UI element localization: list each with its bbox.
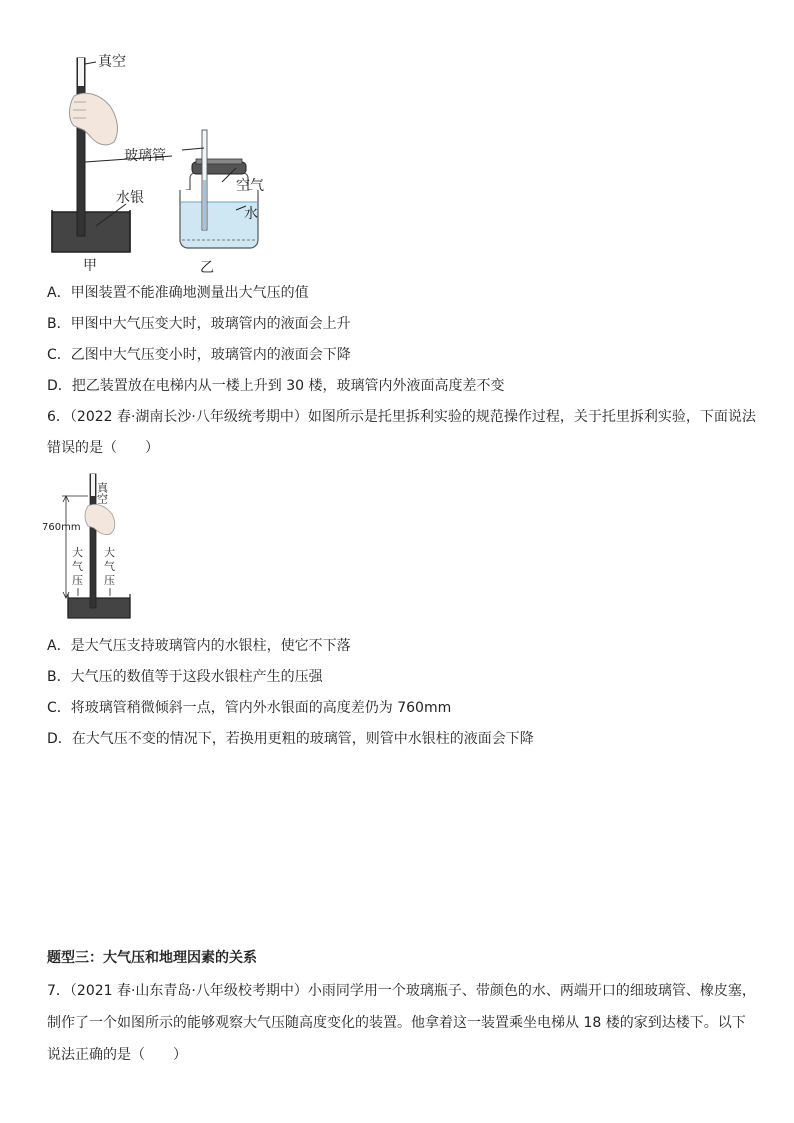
label-jia: 甲 bbox=[83, 258, 97, 274]
q6-option-c: C．将玻璃管稍微倾斜一点，管内外水银面的高度差仍为 760mm bbox=[47, 700, 452, 716]
q6-option-a: A．是大气压支持玻璃管内的水银柱，使它不下落 bbox=[47, 638, 351, 654]
jia-apparatus bbox=[52, 53, 172, 274]
label-vacuum: 真空 bbox=[98, 54, 126, 70]
label-atm-right-2: 气 bbox=[104, 560, 115, 573]
q6-option-d: D．在大气压不变的情况下，若换用更粗的玻璃管，则管中水银柱的液面会下降 bbox=[47, 731, 534, 747]
q7-stem-line1: 7．（2021 春·山东青岛·八年级校考期中）小雨同学用一个玻璃瓶子、带颜色的水、两端开口的细玻璃管、橡皮塞， bbox=[47, 983, 756, 999]
label-vacuum-2: 真空 bbox=[95, 482, 109, 504]
section3-heading: 题型三：大气压和地理因素的关系 bbox=[47, 950, 257, 966]
label-atm-right-1: 大 bbox=[104, 546, 115, 559]
yi-apparatus bbox=[180, 130, 264, 276]
figure-jia-yi bbox=[40, 40, 300, 280]
label-atm-left-2: 气 bbox=[72, 560, 83, 573]
label-water: 水 bbox=[244, 206, 258, 222]
label-glass-tube: 玻璃管 bbox=[124, 148, 166, 164]
label-yi: 乙 bbox=[200, 260, 214, 276]
hand-2 bbox=[85, 504, 115, 534]
label-760mm: 760mm bbox=[42, 522, 81, 533]
q5-option-d: D．把乙装置放在电梯内从一楼上升到 30 楼，玻璃管内外液面高度差不变 bbox=[47, 378, 505, 394]
q6-stem-line2: 错误的是（ ） bbox=[47, 440, 159, 456]
q5-option-a: A．甲图装置不能准确地测量出大气压的值 bbox=[47, 285, 309, 301]
q6-stem-line1: 6．（2022 春·湖南长沙·八年级统考期中）如图所示是托里拆利实验的规范操作过程，关于托里拆利实验，下面说法 bbox=[47, 409, 756, 425]
q5-option-c: C．乙图中大气压变小时，玻璃管内的液面会下降 bbox=[47, 347, 351, 363]
vacuum-region bbox=[78, 58, 84, 86]
mercury-trough bbox=[52, 212, 130, 252]
label-mercury: 水银 bbox=[116, 190, 144, 206]
label-air: 空气 bbox=[236, 178, 264, 194]
label-atm-left-3: 压 bbox=[72, 574, 83, 587]
figure-torricelli-760 bbox=[40, 470, 150, 625]
q7-stem-line3: 说法正确的是（ ） bbox=[47, 1047, 187, 1063]
q7-stem-line2: 制作了一个如图所示的能够观察大气压随高度变化的装置。他拿着这一装置乘坐电梯从 18 楼的家到达楼下。以下 bbox=[47, 1015, 746, 1031]
q6-option-b: B．大气压的数值等于这段水银柱产生的压强 bbox=[47, 669, 323, 685]
label-atm-left-1: 大 bbox=[72, 546, 83, 559]
mercury-trough-2 bbox=[68, 598, 130, 618]
q5-option-b: B．甲图中大气压变大时，玻璃管内的液面会上升 bbox=[47, 316, 351, 332]
label-atm-right-3: 压 bbox=[104, 574, 115, 587]
